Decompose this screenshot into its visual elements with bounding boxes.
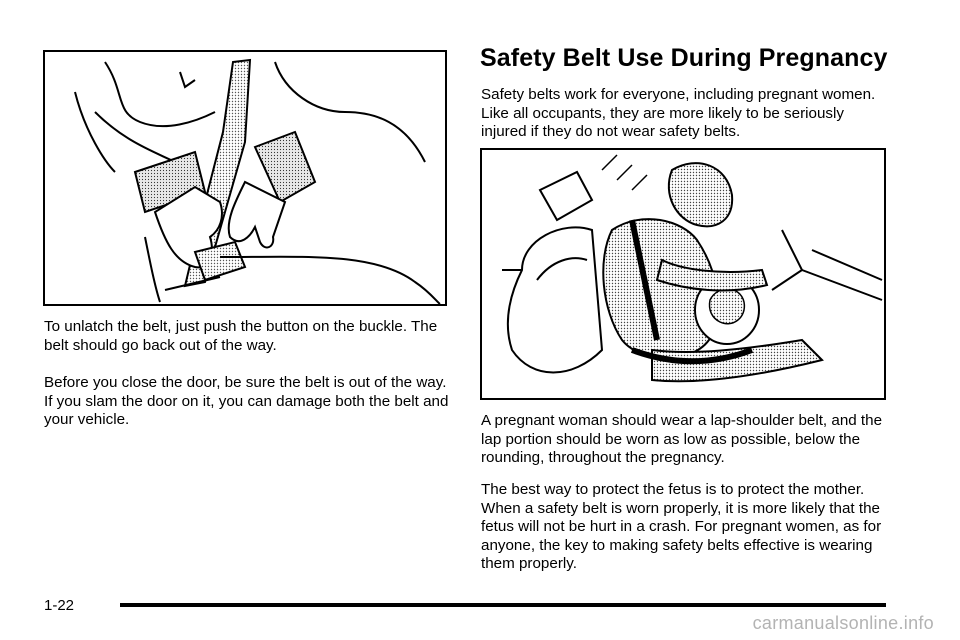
section-heading: Safety Belt Use During Pregnancy: [480, 44, 888, 72]
hands-buckle-drawing: [45, 52, 445, 304]
pregnancy-intro-text: Safety belts work for everyone, including pregnant women. Like all occupants, they are more likely to be seriously injured if they do not wear safety belts.: [481, 86, 876, 141]
door-warning-text: Before you close the door, be sure the belt is out of the way. If you slam the door on it, you can damage both the belt and your vehicle.: [44, 374, 449, 429]
unlatch-belt-illustration: [43, 50, 447, 306]
belt-position-text: A pregnant woman should wear a lap-shoulder belt, and the lap portion should be worn as low as possible, below the rounding, throughout the pregnancy.: [481, 412, 883, 467]
pregnant-occupant-illustration: [480, 148, 886, 400]
footer-divider: [120, 603, 886, 607]
unlatch-instructions-text: To unlatch the belt, just push the button on the buckle. The belt should go back out of the way.: [44, 318, 438, 354]
protect-fetus-text: The best way to protect the fetus is to protect the mother. When a safety belt is worn properly, it is more likely that the fetus will not be hurt in a crash. For pregnant women, as for anyone, the key to making safety belts effective is wearing them properly.: [481, 481, 882, 573]
page-number: 1-22: [44, 597, 75, 614]
pregnant-woman-seat-drawing: [482, 150, 884, 398]
site-watermark: carmanualsonline.info: [752, 613, 934, 633]
